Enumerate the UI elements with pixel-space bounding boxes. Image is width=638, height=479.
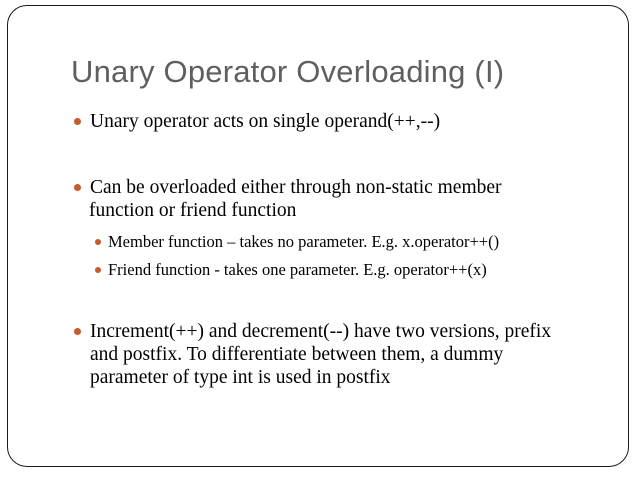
sub-bullet-2-text: Friend function - takes one parameter. E.g. operator++(x) [108,260,487,279]
bullet-3-line-1: Increment(++) and decrement(--) have two versions, prefix [90,321,552,342]
bullet-2-line-2: function or friend function [89,200,297,221]
bullet-dot-icon [74,184,81,191]
slide-title: Unary Operator Overloading (I) [71,54,505,89]
bullet-3-line-3: parameter of type int is used in postfix [90,367,391,388]
sub-bullet-1 [108,232,499,252]
bullet-3-line-2: and postfix. To differentiate between them, a dummy [90,344,504,365]
bullet-3 [90,320,551,389]
bullet-1 [90,110,440,133]
bullet-dot-icon [74,328,81,335]
bullet-dot-icon [74,118,81,125]
sub-bullet-1-text: Member function – takes no parameter. E.g. x.operator++() [108,232,500,251]
bullet-2 [90,176,502,222]
sub-bullet-dot-icon [95,239,101,245]
sub-bullet-2 [108,260,487,280]
sub-bullet-dot-icon [95,267,101,273]
bullet-1-line-1: Unary operator acts on single operand(++,--) [90,111,441,132]
bullet-2-line-1: Can be overloaded either through non-static member [90,177,502,198]
